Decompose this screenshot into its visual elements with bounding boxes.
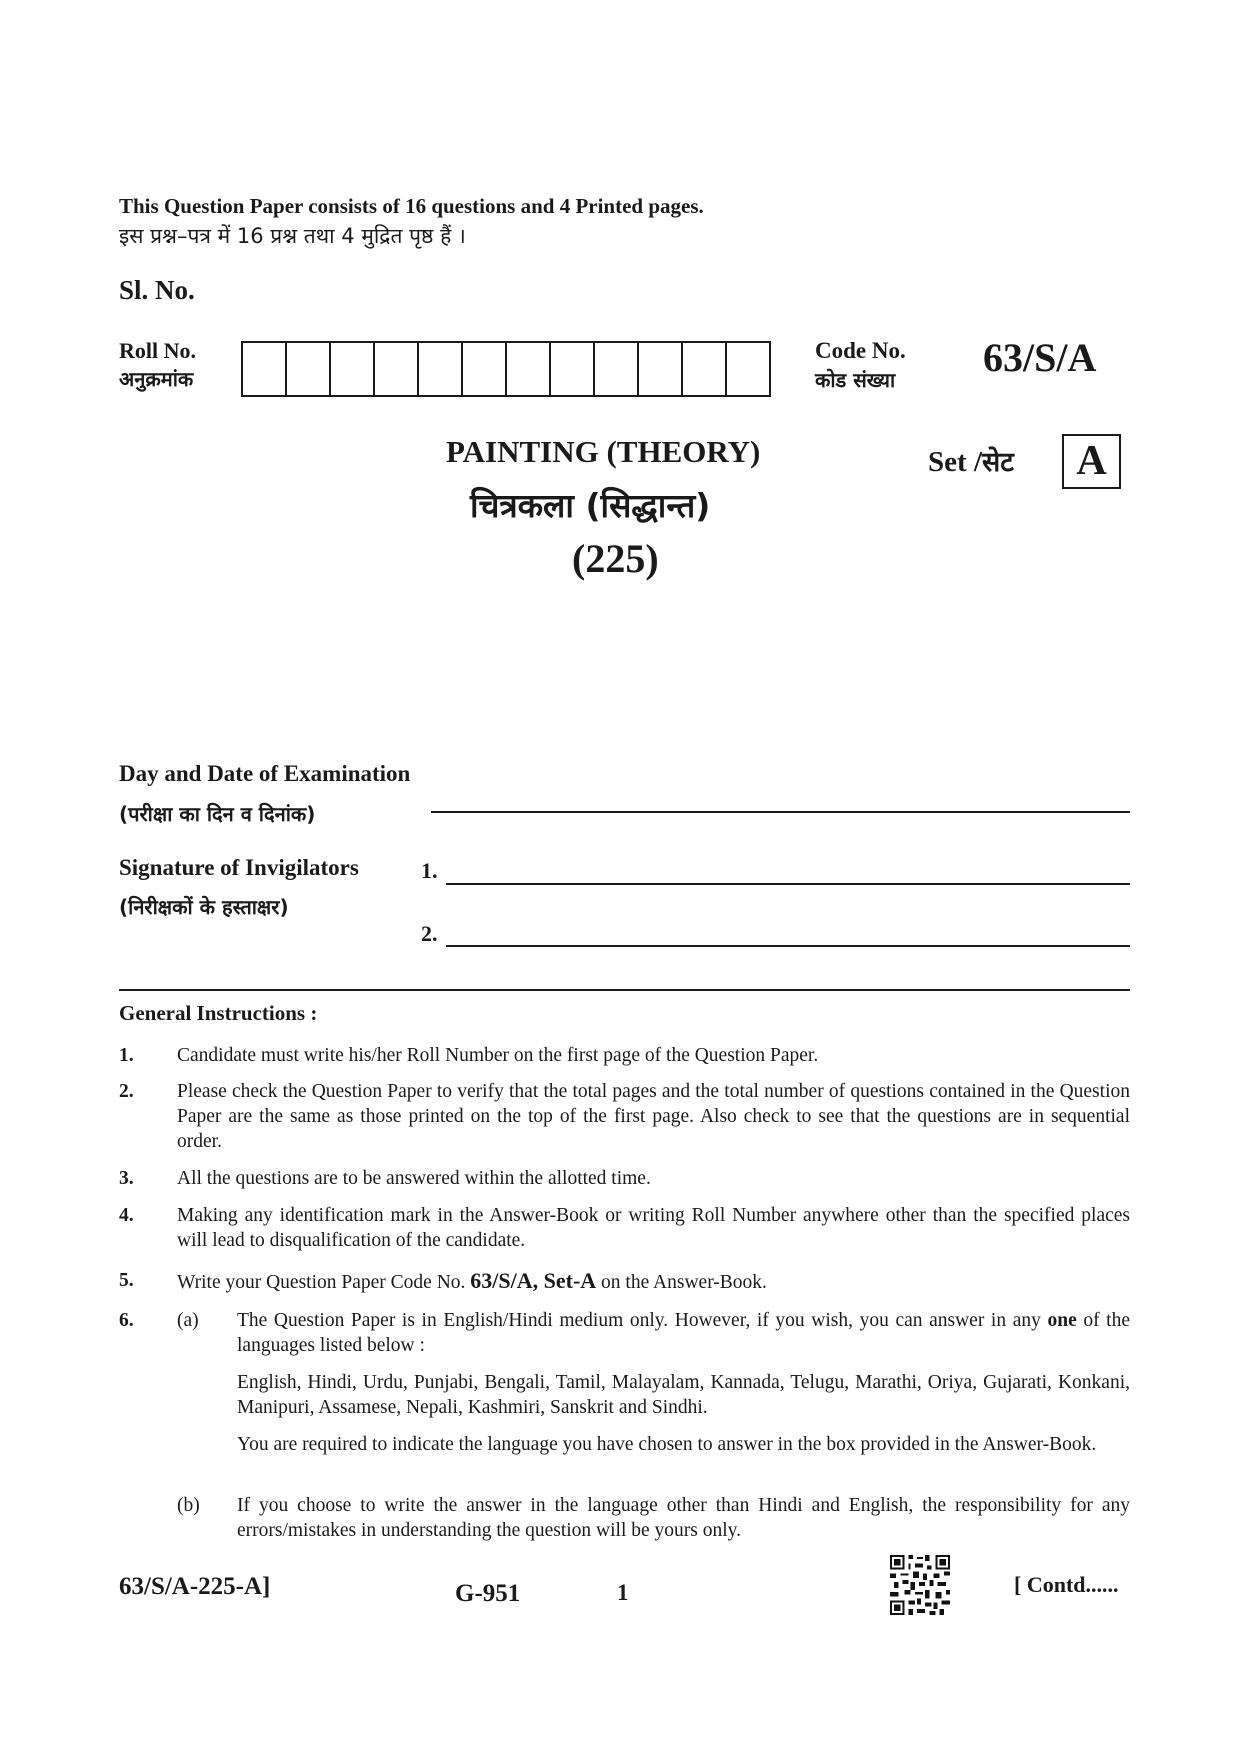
roll-digit-box[interactable] [287,343,331,395]
code-number-value: 63/S/A [983,335,1097,380]
footer-code: G-951 [455,1580,521,1607]
subject-title-english: PAINTING (THEORY) [446,434,761,469]
instruction-text [237,1308,1130,1358]
instruction-number: 5. [119,1270,134,1291]
roll-digit-box[interactable] [683,343,727,395]
invigilator-signature-label: Signature of Invigilators [119,855,359,880]
roll-digit-box[interactable] [551,343,595,395]
code-number-label-hindi: कोड संख्या [815,368,896,392]
roll-number-label-hindi: अनुक्रमांक [119,367,194,391]
sub-instruction-label: (a) [177,1310,199,1331]
emphasis-one: one [1047,1310,1077,1331]
instruction-text: All the questions are to be answered within the allotted time. [177,1168,651,1189]
roll-digit-box[interactable] [375,343,419,395]
sub-instruction-label: (b) [177,1495,200,1516]
roll-number-label: Roll No. [119,338,196,363]
instruction-number: 6. [119,1310,134,1331]
code-number-label: Code No. [815,338,906,363]
pages-info-hindi: इस प्रश्न–पत्र में 16 प्रश्न तथा 4 मुद्रित पृष्ठ हैं । [119,224,466,248]
languages-text: English, Hindi, Urdu, Punjabi, Bengali, Tamil, Malayalam, Kannada, Telugu, Marathi, Oriya, Gujarati, Konkani, Manipuri, Assamese, Nepali, Kashmiri, Sanskrit and Sindhi. [237,1372,1130,1418]
continued-marker: [ Contd...... [1014,1572,1119,1597]
roll-digit-box[interactable] [507,343,551,395]
exam-date-label-hindi: (परीक्षा का दिन व दिनांक) [119,802,316,826]
roll-number-boxes [241,341,771,397]
subject-title-hindi: चित्रकला (सिद्धान्त) [470,486,711,525]
signature-field-2[interactable] [446,945,1130,947]
set-value-box: A [1062,434,1121,489]
roll-digit-box[interactable] [595,343,639,395]
serial-number-label: Sl. No. [119,275,195,305]
signature-field-1[interactable] [446,883,1130,885]
exam-date-label: Day and Date of Examination [119,761,411,786]
instruction-text [177,1268,1130,1295]
set-label [928,442,1014,479]
roll-digit-box[interactable] [419,343,463,395]
roll-digit-box[interactable] [463,343,507,395]
page-number: 1 [617,1580,629,1605]
pages-info-english: This Question Paper consists of 16 questions and 4 Printed pages. [119,194,704,218]
instruction-text: Please check the Question Paper to verify that the total pages and the total number of questions contained in the Question Paper are the same as those printed on the top of the first page. Also check to see that the questions are in sequential order. [177,1081,1130,1152]
roll-digit-box[interactable] [243,343,287,395]
instruction-text-part: Write your Question Paper Code No. [177,1272,466,1293]
subject-code: (225) [572,536,659,581]
section-divider [119,989,1130,991]
signature-number-2: 2. [421,921,438,946]
instruction-text: If you choose to write the answer in the language other than Hindi and English, the responsibility for any errors/mistakes in understanding the question will be yours only. [237,1495,1130,1541]
set-label-hindi: सेट [981,447,1014,478]
roll-digit-box[interactable] [727,343,769,395]
invigilator-signature-label-hindi: (निरीक्षकों के हस्ताक्षर) [119,895,289,919]
general-instructions-heading: General Instructions : [119,1001,318,1025]
set-label-english: Set / [928,446,982,478]
footer-paper-id: 63/S/A-225-A] [119,1573,271,1600]
instruction-number: 3. [119,1168,134,1189]
instruction-number: 1. [119,1045,134,1066]
roll-digit-box[interactable] [639,343,683,395]
instruction-text-part: The Question Paper is in English/Hindi medium only. However, if you wish, you can answer in any [237,1310,1041,1331]
exam-date-field[interactable] [431,811,1130,813]
instruction-number: 2. [119,1081,134,1102]
instruction-text-part: of the languages listed below : [237,1310,1130,1356]
qr-code-icon [890,1555,950,1615]
instruction-text: Candidate must write his/her Roll Number on the first page of the Question Paper. [177,1045,819,1066]
roll-digit-box[interactable] [331,343,375,395]
language-indication-text: You are required to indicate the language you have chosen to answer in the box provided in the Answer-Book. [237,1434,1097,1455]
instruction-text-part: on the Answer-Book. [601,1272,767,1293]
signature-number-1: 1. [421,858,438,883]
instruction-text: Making any identification mark in the Answer-Book or writing Roll Number anywhere other than the specified places will lead to disqualification of the candidate. [177,1205,1130,1251]
paper-code-reference: 63/S/A, Set-A [470,1268,597,1293]
instruction-number: 4. [119,1205,134,1226]
